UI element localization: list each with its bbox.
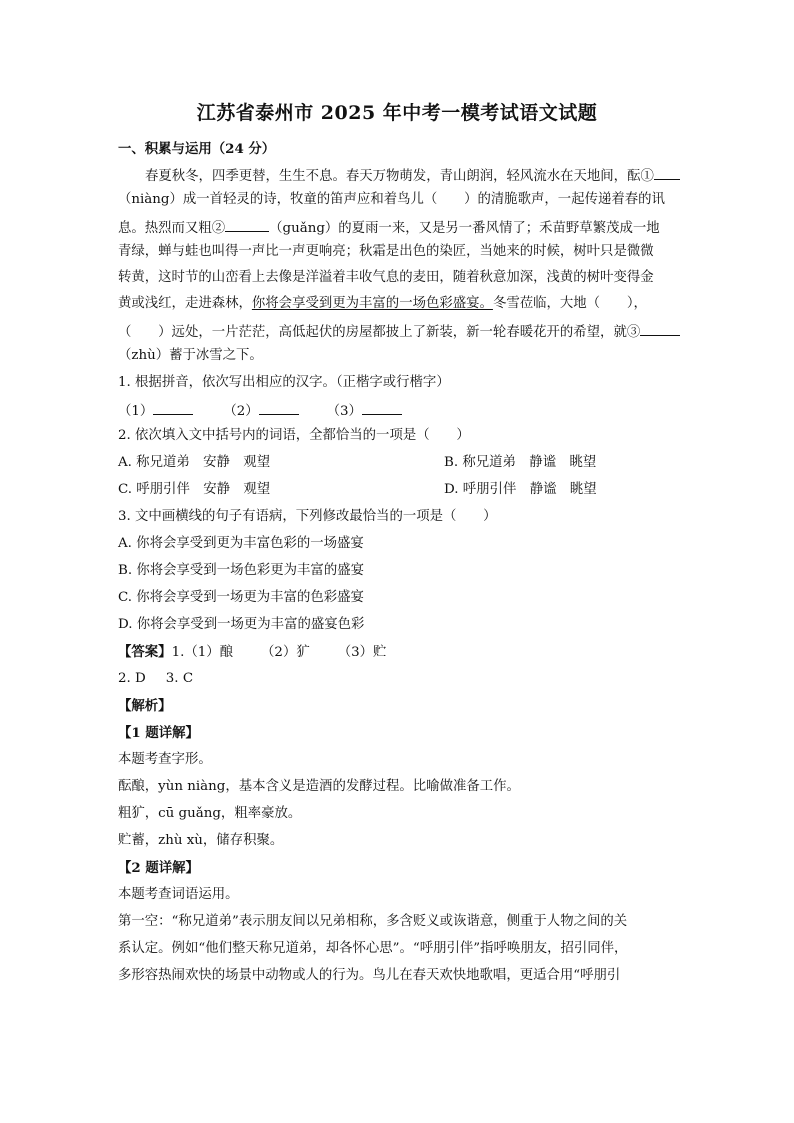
passage-line-4: 青绿，蝉与蛙也叫得一声比一声更响亮；秋霜是出色的染匠，当她来的时候，树叶只是微微 bbox=[118, 244, 654, 259]
blank-1 bbox=[654, 165, 680, 180]
answer-line-2: 2. D 3. C bbox=[118, 671, 194, 686]
analysis-q1-line-3: 粗犷，cū guǎng，粗率豪放。 bbox=[118, 806, 302, 821]
analysis-q2-heading: 【2 题详解】 bbox=[118, 860, 199, 876]
passage-line-6: 黄或浅红，走进森林，你将会享受到更为丰富的一场色彩盛宴。冬雪莅临，大地（ ）， bbox=[118, 296, 647, 311]
passage-line-8: （zhù）蓄于冰雪之下。 bbox=[118, 348, 263, 363]
passage-line-2: （niàng）成一首轻灵的诗，牧童的笛声应和着鸟儿（ ）的清脆歌声，一起传递着春的讯 bbox=[118, 192, 665, 207]
analysis-q1-line-1: 本题考查字形。 bbox=[118, 752, 212, 767]
passage-line-5: 转黄，这时节的山峦看上去像是洋溢着丰收气息的麦田，随着秋意加深，浅黄的树叶变得金 bbox=[118, 270, 654, 285]
analysis-q1-line-4: 贮蓄，zhù xù，储存积聚。 bbox=[118, 833, 284, 848]
answer-blank-1 bbox=[153, 400, 193, 415]
section-heading: 一、积累与运用（24 分） bbox=[118, 141, 276, 157]
answer-blank-2 bbox=[259, 400, 299, 415]
answer-blank-3 bbox=[362, 400, 402, 415]
question-2-option-a: A. 称兄道弟 安静 观望 bbox=[118, 455, 271, 470]
question-2-option-d: D. 呼朋引伴 静谧 眺望 bbox=[444, 482, 597, 497]
question-2-option-c: C. 呼朋引伴 安静 观望 bbox=[118, 482, 271, 497]
analysis-q2-line-4: 多形容热闹欢快的场景中动物或人的行为。鸟儿在春天欢快地歌唱，更适合用“呼朋引 bbox=[118, 968, 621, 983]
blank-2 bbox=[225, 217, 269, 232]
analysis-q2-line-3: 系认定。例如“他们整天称兄道弟，却各怀心思”。“呼朋引伴”指呼唤朋友，招引同伴， bbox=[118, 941, 628, 956]
question-3-option-c: C. 你将会享受到一场更为丰富的色彩盛宴 bbox=[118, 590, 364, 605]
question-3-option-d: D. 你将会享受到一场更为丰富的盛宴色彩 bbox=[118, 617, 365, 632]
question-2-option-b: B. 称兄道弟 静谧 眺望 bbox=[444, 455, 597, 470]
blank-3 bbox=[640, 321, 680, 336]
question-1-stem: 1. 根据拼音，依次写出相应的汉字。（正楷字或行楷字） bbox=[118, 375, 450, 390]
answer-line-1: 【答案】1.（1）酿 （2）犷 （3）贮 bbox=[118, 644, 387, 660]
analysis-q2-line-1: 本题考查词语运用。 bbox=[118, 887, 239, 902]
passage-line-1: 春夏秋冬，四季更替，生生不息。春天万物萌发，青山朗润，轻风流水在天地间，酝① bbox=[145, 165, 680, 186]
question-1-blanks: （1） （2） （3） bbox=[118, 400, 402, 421]
analysis-q2-line-2: 第一空：“称兄道弟”表示朋友间以兄弟相称，多含贬义或诙谐意，侧重于人物之间的关 bbox=[118, 914, 628, 929]
underlined-sentence: 你将会享受到更为丰富的一场色彩盛宴。 bbox=[251, 296, 493, 311]
question-3-stem: 3. 文中画横线的句子有语病，下列修改最恰当的一项是（ ） bbox=[118, 509, 497, 524]
analysis-q1-line-2: 酝酿，yùn niàng，基本含义是造酒的发酵过程。比喻做准备工作。 bbox=[118, 779, 520, 794]
document-title: 江苏省泰州市 2025 年中考一模考试语文试题 bbox=[196, 102, 598, 124]
question-2-stem: 2. 依次填入文中括号内的词语，全都恰当的一项是（ ） bbox=[118, 428, 470, 443]
analysis-q1-heading: 【1 题详解】 bbox=[118, 725, 199, 741]
analysis-label: 【解析】 bbox=[118, 698, 172, 714]
passage-line-7: （ ）远处，一片茫茫，高低起伏的房屋都披上了新装，新一轮春暖花开的希望，就③ bbox=[118, 321, 680, 342]
passage-line-3: 息。热烈而又粗② （guǎng）的夏雨一来，又是另一番风情了；禾苗野草繁茂成一地 bbox=[118, 217, 660, 238]
question-3-option-b: B. 你将会享受到一场色彩更为丰富的盛宴 bbox=[118, 563, 364, 578]
question-3-option-a: A. 你将会享受到更为丰富色彩的一场盛宴 bbox=[118, 536, 364, 551]
